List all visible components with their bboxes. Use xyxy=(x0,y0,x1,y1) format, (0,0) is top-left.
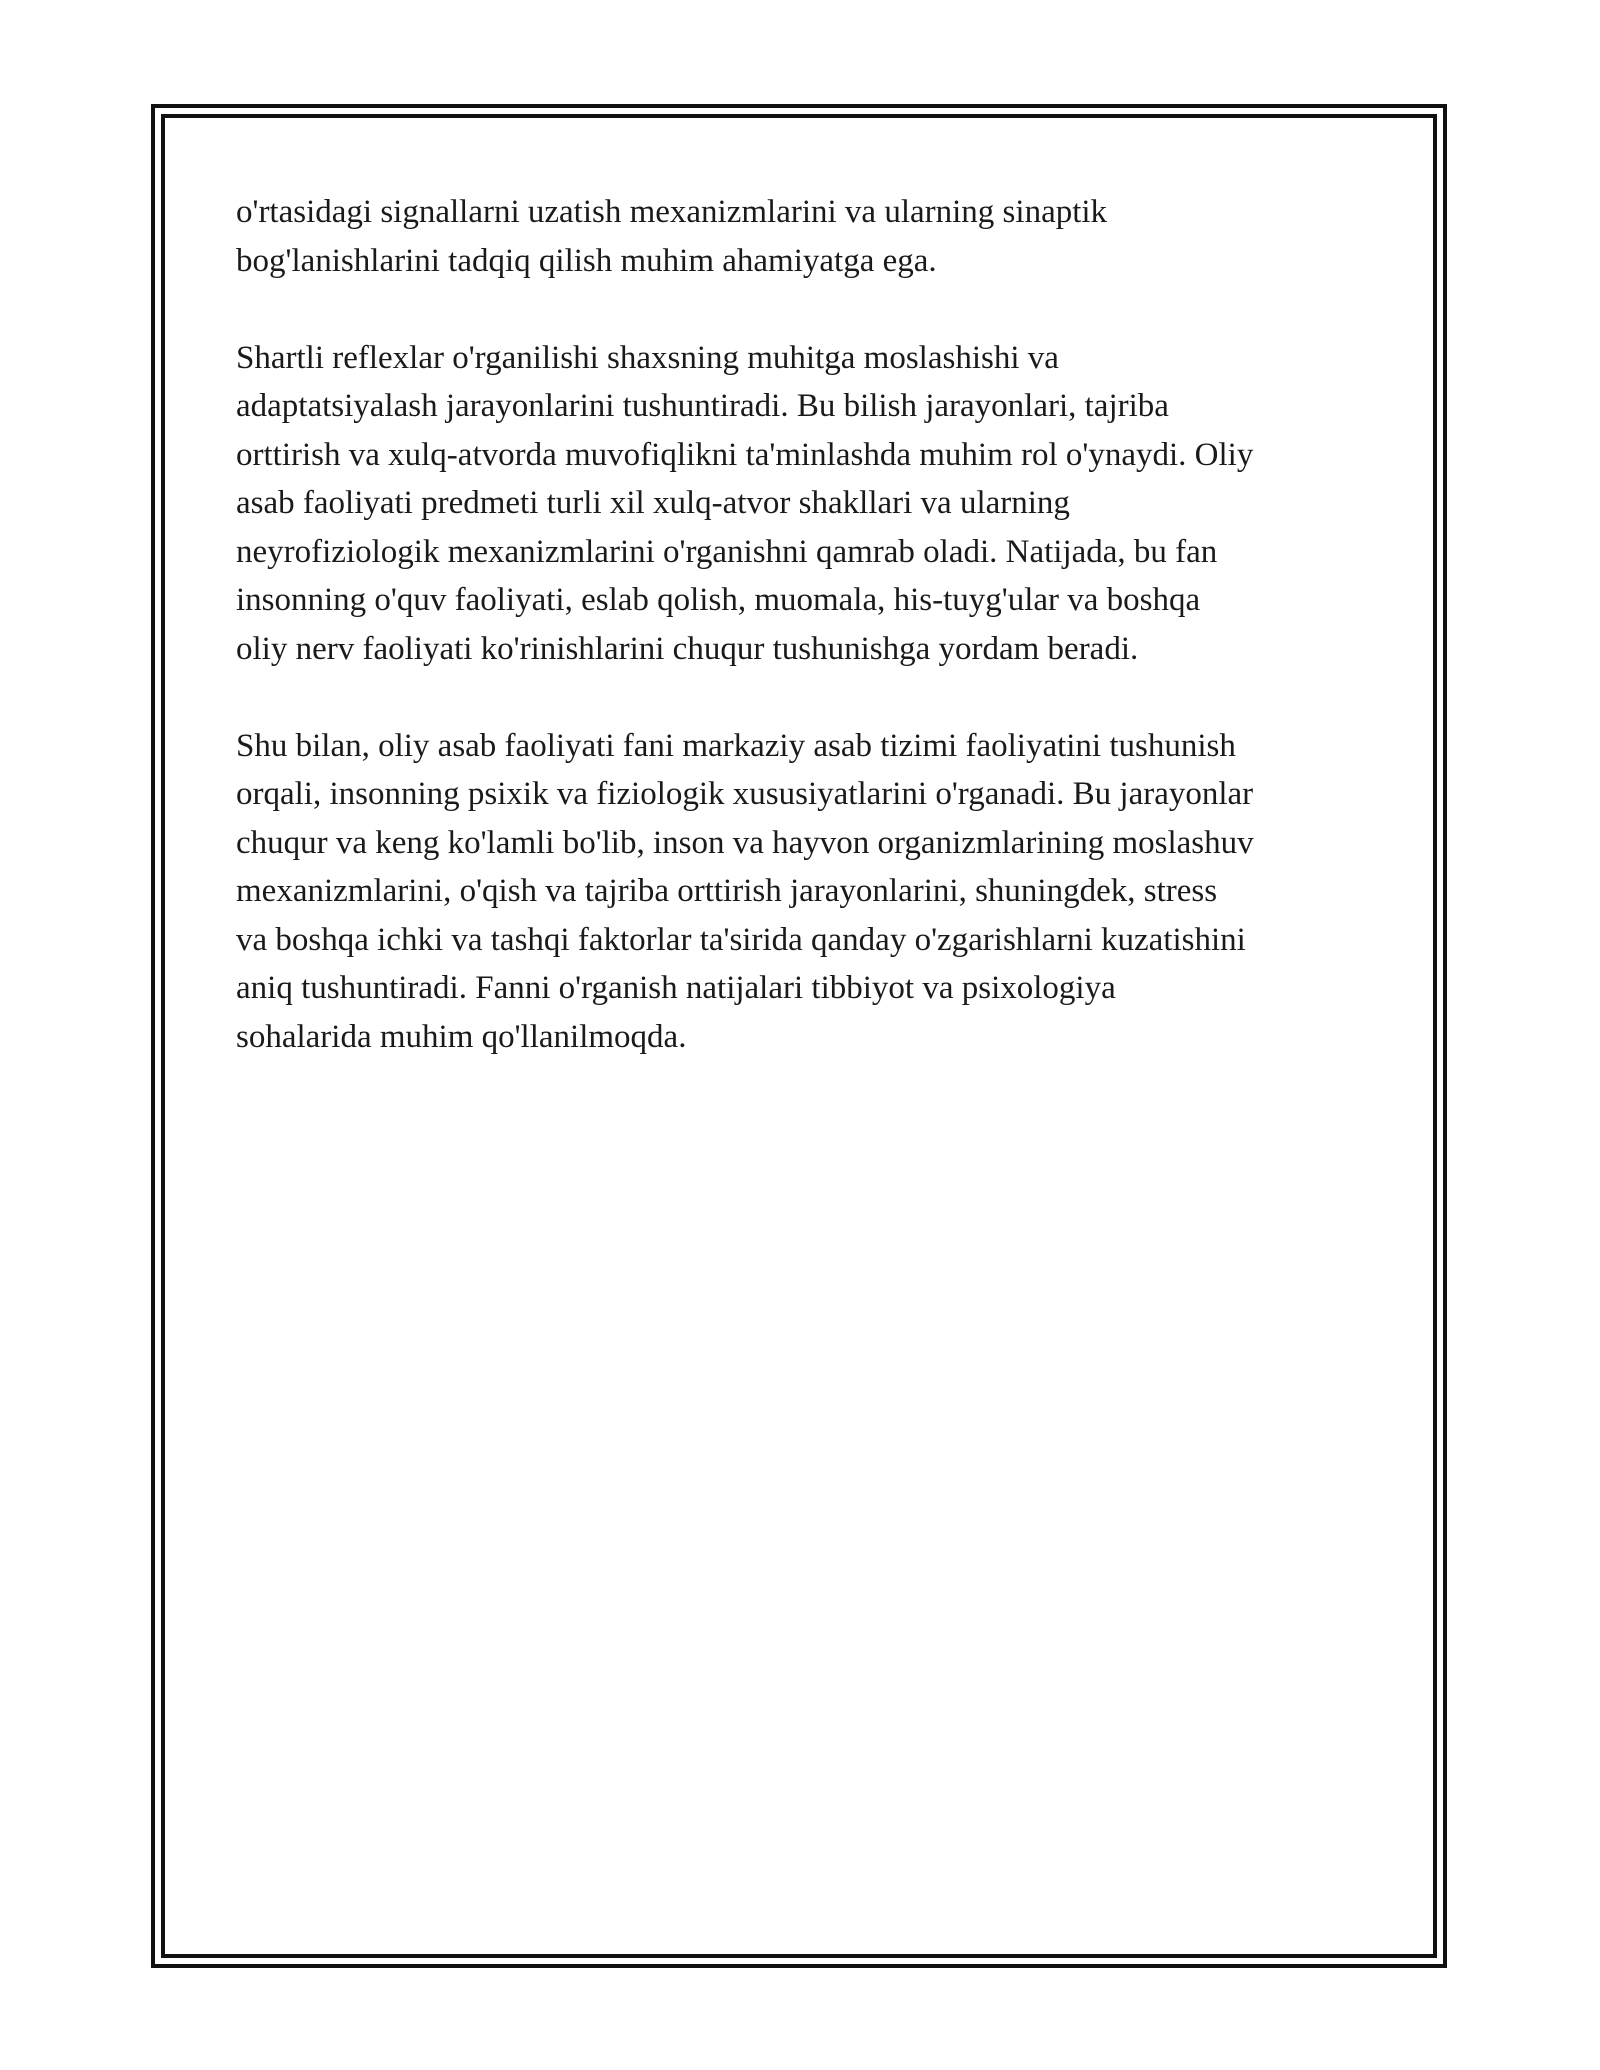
text-line: oliy nerv faoliyati ko'rinishlarini chuqur tushunishga yordam beradi. xyxy=(236,630,1139,667)
text-line: neyrofiziologik mexanizmlarini o'rganishni qamrab oladi. Natijada, bu fan xyxy=(236,533,1218,570)
text-line: Shu bilan, oliy asab faoliyati fani markaziy asab tizimi faoliyatini tushunish xyxy=(236,727,1236,764)
text-line: Shartli reflexlar o'rganilishi shaxsning muhitga moslashishi va xyxy=(236,339,1059,376)
text-line: adaptatsiyalash jarayonlarini tushuntiradi. Bu bilish jarayonlari, tajriba xyxy=(236,388,1169,424)
text-line: orttirish va xulq-atvorda muvofiqlikni ta'minlashda muhim rol o'ynaydi. Oliy xyxy=(236,436,1254,473)
text-line: bog'lanishlarini tadqiq qilish muhim ahamiyatga ega. xyxy=(236,242,937,279)
text-line: aniq tushuntiradi. Fanni o'rganish natijalari tibbiyot va psixologiya xyxy=(236,970,1116,1006)
paragraph-1 xyxy=(236,188,1376,285)
text-line: sohalarida muhim qo'llanilmoqda. xyxy=(236,1018,687,1055)
text-line: chuqur va keng ko'lamli bo'lib, inson va hayvon organizmlarining moslashuv xyxy=(236,824,1254,861)
paragraph-3 xyxy=(236,722,1376,1062)
text-line: mexanizmlarini, o'qish va tajriba orttirish jarayonlarini, shuningdek, stress xyxy=(236,873,1218,909)
paragraph-2 xyxy=(236,334,1376,674)
text-line: insonning o'quv faoliyati, eslab qolish, muomala, his-tuyg'ular va boshqa xyxy=(236,582,1201,618)
text-line: orqali, insonning psixik va fiziologik xususiyatlarini o'rganadi. Bu jarayonlar xyxy=(236,776,1254,812)
document-body xyxy=(236,188,1376,1110)
text-line: o'rtasidagi signallarni uzatish mexanizmlarini va ularning sinaptik xyxy=(236,194,1108,230)
text-line: asab faoliyati predmeti turli xil xulq-atvor shakllari va ularning xyxy=(236,485,1070,521)
text-line: va boshqa ichki va tashqi faktorlar ta'sirida qanday o'zgarishlarni kuzatishini xyxy=(236,921,1246,958)
